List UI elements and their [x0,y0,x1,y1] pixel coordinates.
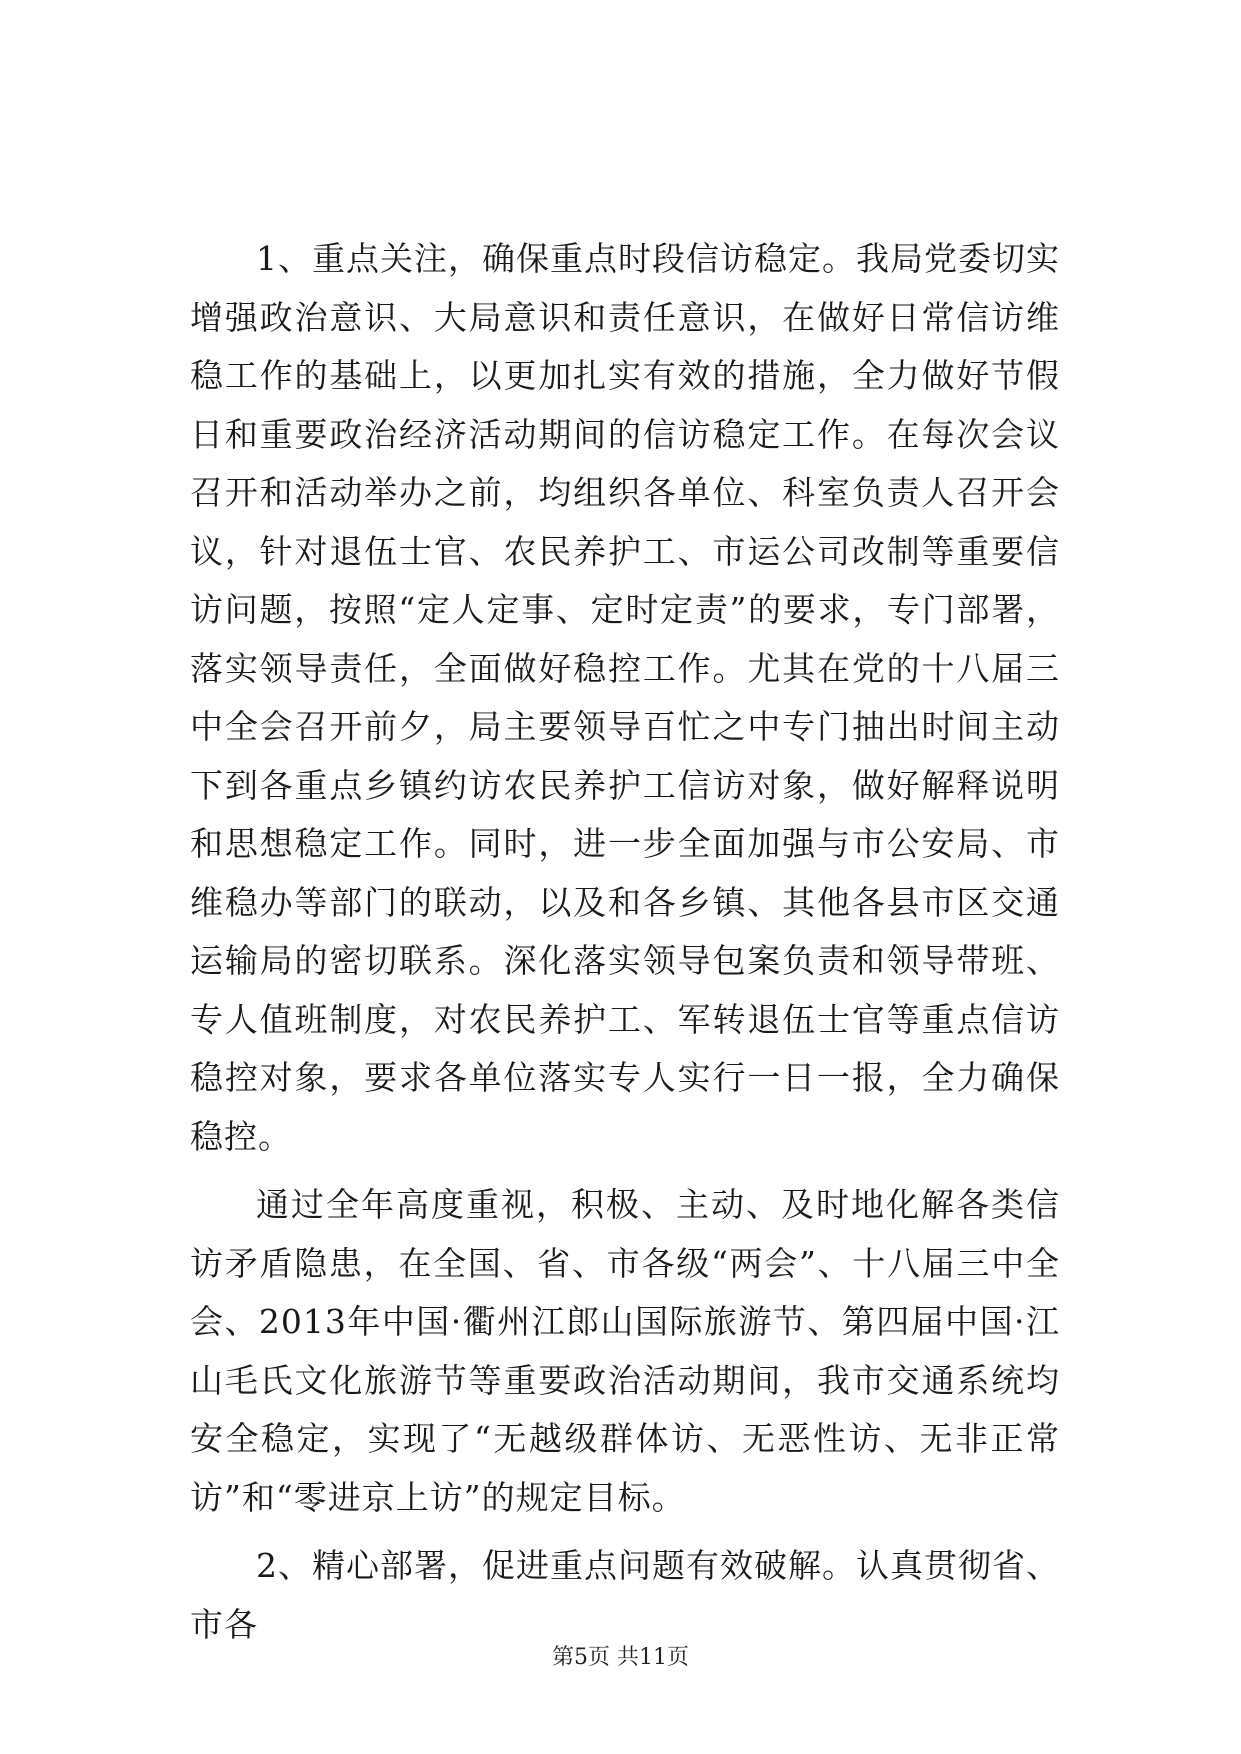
body-text [190,230,1060,1664]
paragraph-2: 通过全年高度重视，积极、主动、及时地化解各类信访矛盾隐患，在全国、省、市各级“两会”、十八届三中全会、2013年中国·衢州江郎山国际旅游节、第四届中国·江山毛氏文化旅游节等重要政治活动期间，我市交通系统均安全稳定，实现了“无越级群体访、无恶性访、无非正常访”和“零进京上访”的规定目标。 [190,1185,1060,1517]
page-footer: 第5页 共11页 [552,1645,689,1670]
paragraph-1: 1、重点关注，确保重点时段信访稳定。我局党委切实增强政治意识、大局意识和责任意识，在做好日常信访维稳工作的基础上，以更加扎实有效的措施，全力做好节假日和重要政治经济活动期间的信访稳定工作。在每次会议召开和活动举办之前，均组织各单位、科室负责人召开会议，针对退伍士官、农民养护工、市运公司改制等重要信访问题，按照“定人定事、定时定责”的要求，专门部署，落实领导责任，全面做好稳控工作。尤其在党的十八届三中全会召开前夕，局主要领导百忙之中专门抽出时间主动下到各重点乡镇约访农民养护工信访对象，做好解释说明和思想稳定工作。同时，进一步全面加强与市公安局、市维稳办等部门的联动，以及和各乡镇、其他各县市区交通运输局的密切联系。深化落实领导包案负责和领导带班、专人值班制度，对农民养护工、军转退伍士官等重点信访稳控对象，要求各单位落实专人实行一日一报，全力确保稳控。 [190,239,1060,1156]
paragraph-3: 2、精心部署，促进重点问题有效破解。认真贯彻省、市各 [190,1546,1060,1644]
